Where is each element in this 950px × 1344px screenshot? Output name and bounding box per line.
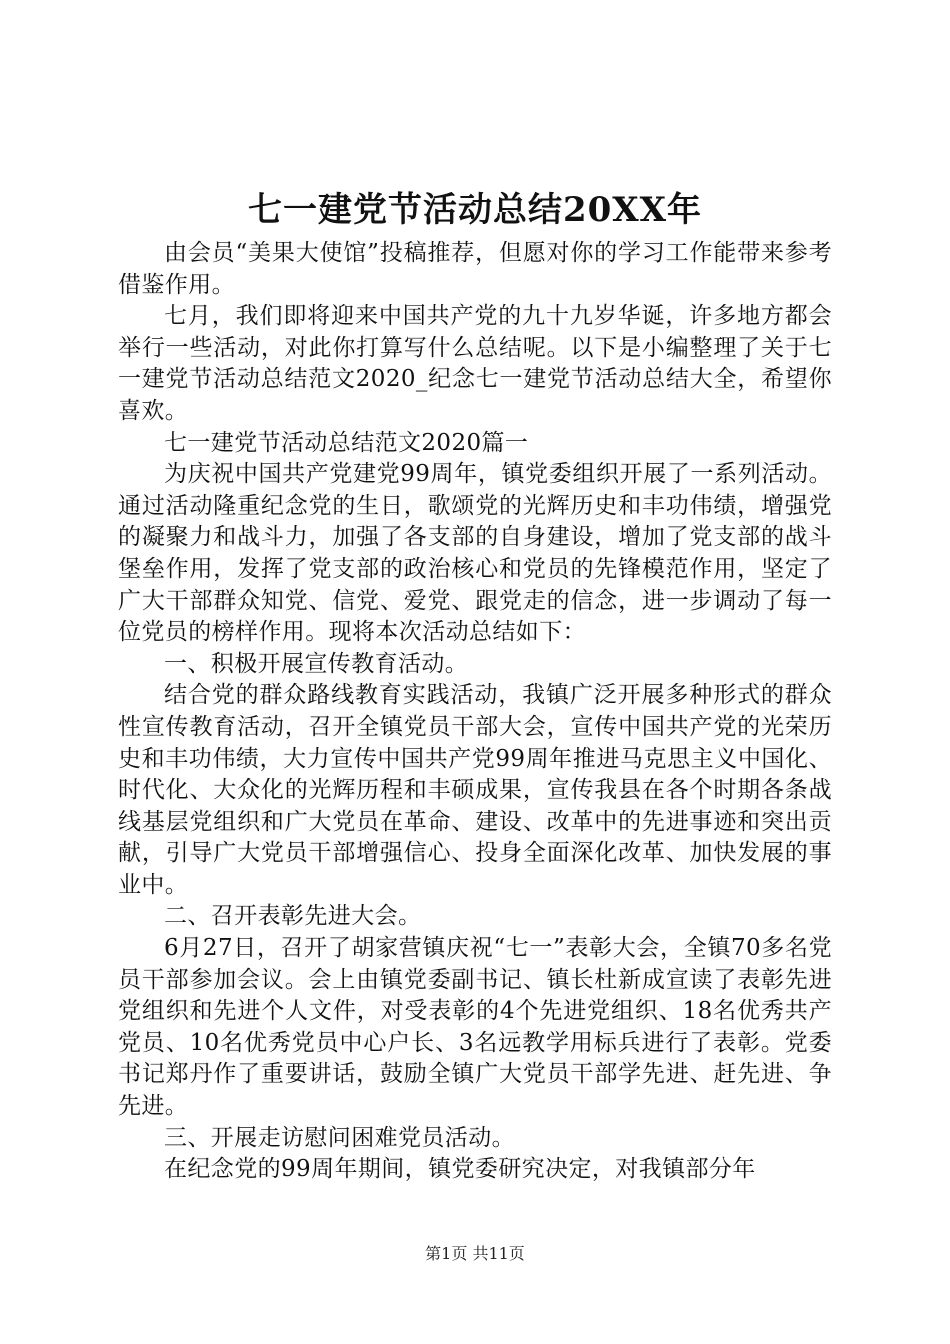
document-title: 七一建党节活动总结20XX年 — [247, 190, 703, 230]
document-body — [118, 238, 832, 1186]
section-heading-part-one: 七一建党节活动总结范文2020篇一 — [164, 429, 529, 456]
section-heading-1: 一、积极开展宣传教育活动。 — [164, 650, 469, 677]
paragraph-section-3: 在纪念党的99周年期间，镇党委研究决定，对我镇部分年 — [164, 1156, 756, 1183]
paragraph-section-1: 结合党的群众路线教育实践活动，我镇广泛开展多种形式的群众性宣传教育活动，召开全镇党员干部大会，宣传中国共产党的光荣历史和丰功伟绩，大力宣传中国共产党99周年推进马克思主义中国化、时代化、大众化的光辉历程和丰硕成果，宣传我县在各个时期各条战线基层党组织和广大党员在革命、建设、改革中的先进事迹和突出贡献，引导广大党员干部增强信心、投身全面深化改革、加快发展的事业中。 — [118, 682, 832, 898]
section-heading-3: 三、开展走访慰问困难党员活动。 — [164, 1124, 515, 1151]
paragraph-preface: 七月，我们即将迎来中国共产党的九十九岁华诞，许多地方都会举行一些活动，对此你打算写什么总结呢。以下是小编整理了关于七一建党节活动总结范文2020_纪念七一建党节活动总结大全，希望你喜欢。 — [118, 303, 832, 424]
paragraph-intro: 由会员“美果大使馆”投稿推荐，但愿对你的学习工作能带来参考借鉴作用。 — [118, 240, 832, 298]
paragraph-overview: 为庆祝中国共产党建党99周年，镇党委组织开展了一系列活动。通过活动隆重纪念党的生日，歌颂党的光辉历史和丰功伟绩，增强党的凝聚力和战斗力，加强了各支部的自身建设，增加了党支部的战斗堡垒作用，发挥了党支部的政治核心和党员的先锋模范作用，坚定了广大干部群众知党、信党、爱党、跟党走的信念，进一步调动了每一位党员的榜样作用。现将本次活动总结如下： — [118, 461, 832, 646]
paragraph-section-2: 6月27日，召开了胡家营镇庆祝“七一”表彰大会，全镇70多名党员干部参加会议。会上由镇党委副书记、镇长杜新成宣读了表彰先进党组织和先进个人文件，对受表彰的4个先进党组织、18名优秀共产党员、10名优秀党员中心户长、3名远教学用标兵进行了表彰。党委书记郑丹作了重要讲话，鼓励全镇广大党员干部学先进、赶先进、争先进。 — [118, 935, 832, 1120]
page-number-footer: 第1页 共11页 — [425, 1244, 525, 1263]
section-heading-2: 二、召开表彰先进大会。 — [164, 903, 422, 930]
